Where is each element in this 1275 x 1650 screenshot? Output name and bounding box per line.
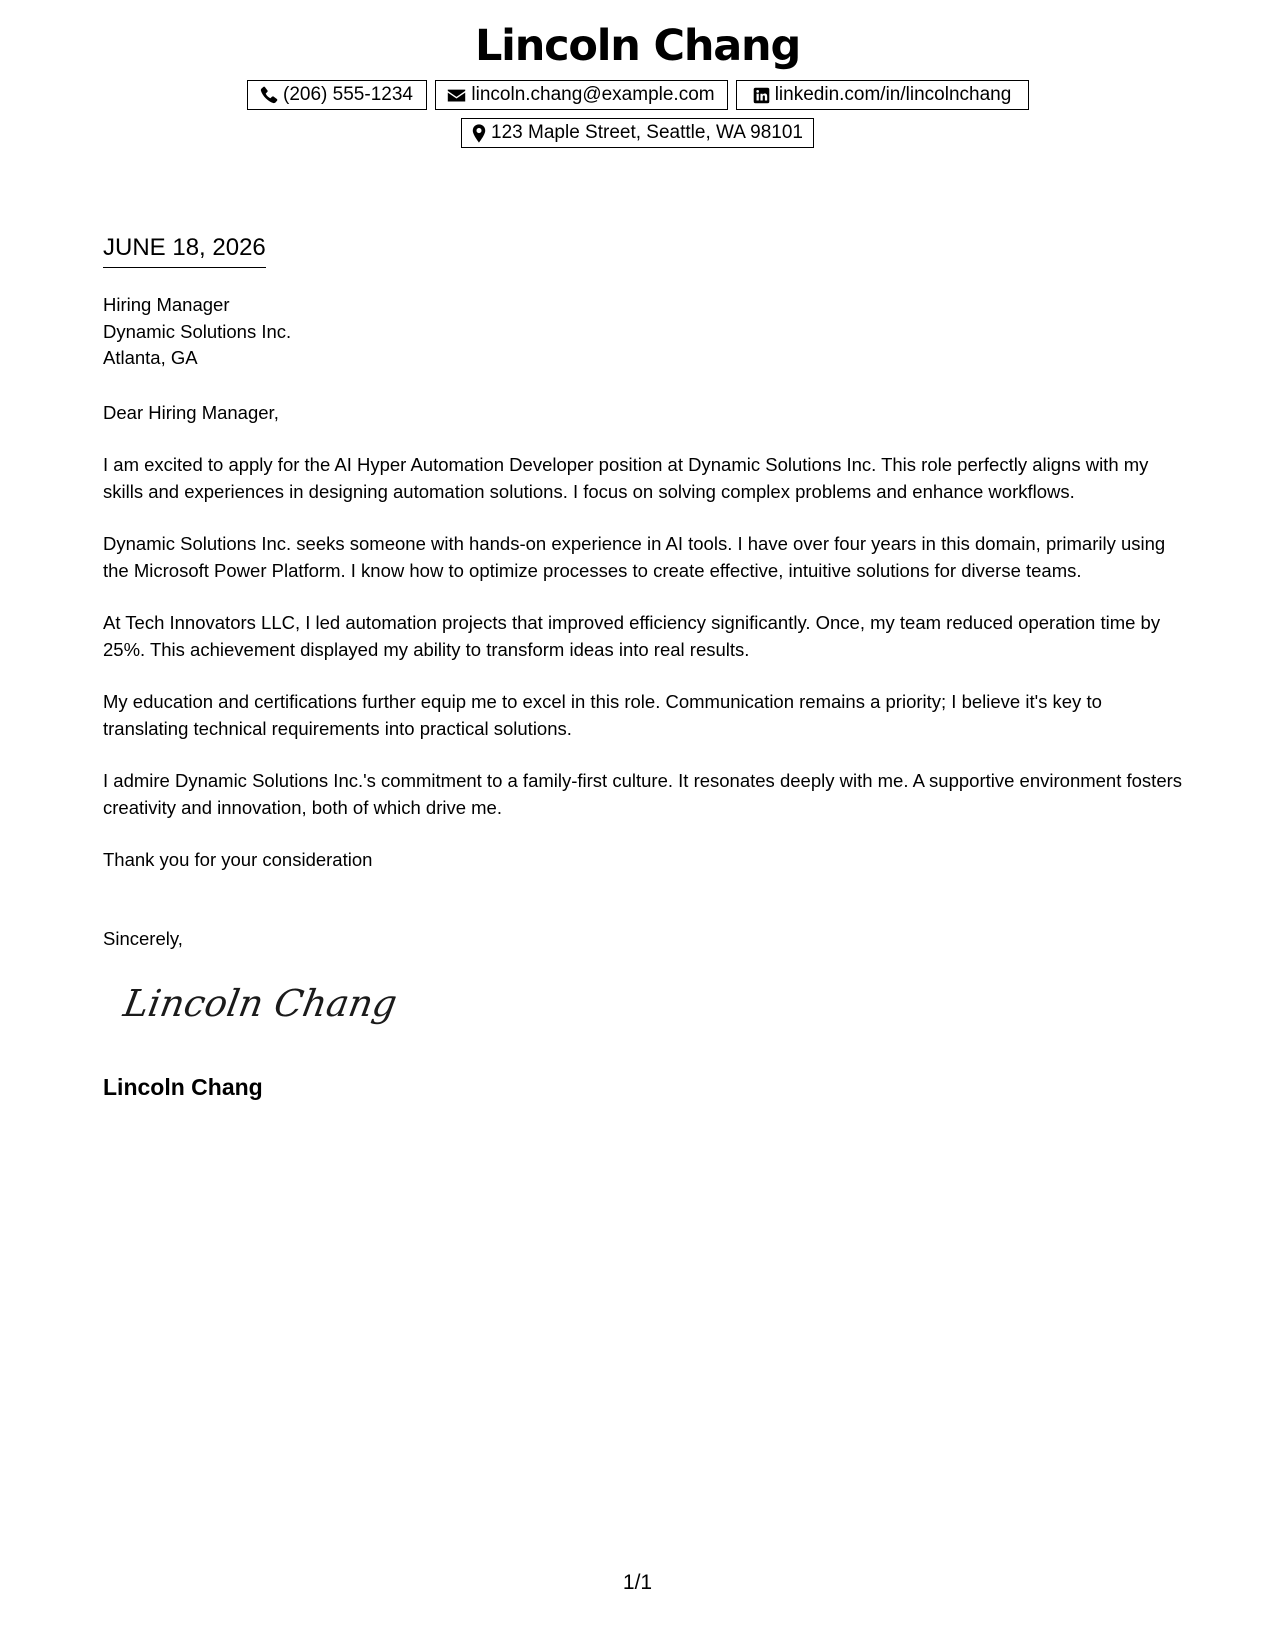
body-paragraph: My education and certifications further equip me to excel in this role. Communication remains a priority; I believe it's key to translating technical requirements into practical solutions. [103,691,1102,739]
phone-contact [247,80,427,110]
body-paragraph: I admire Dynamic Solutions Inc.'s commitment to a family-first culture. It resonates deeply with me. A supportive environment fosters creativity and innovation, both of which drive me. [103,770,1183,818]
letter-date: JUNE 18, 2026 [103,233,266,268]
body-paragraph: I am excited to apply for the AI Hyper Automation Developer position at Dynamic Solutions Inc. This role perfectly aligns with my skills and experiences in designing automation solutions. I focus on solving complex problems and enhance workflows. [103,454,1149,502]
address-contact [461,118,814,148]
map-marker-icon [472,124,486,143]
recipient-title: Hiring Manager [103,294,230,315]
linkedin-text[interactable]: linkedin.com/in/lincolnchang [774,84,1012,105]
phone-icon [260,86,278,104]
closing: Sincerely, [103,928,183,949]
thanks-line: Thank you for your consideration [103,849,373,870]
envelope-icon [447,88,466,103]
email-text: lincoln.chang@example.com [471,84,715,105]
recipient-block [103,292,291,372]
body-paragraph: At Tech Innovators LLC, I led automation projects that improved efficiency significantly. Once, my team reduced operation time by 25%. This achievement displayed my ability to transform ideas into real results. [103,612,1161,660]
signature-script: Lincoln Chang [120,981,401,1025]
phone-text: (206) 555-1234 [283,84,413,105]
recipient-location: Atlanta, GA [103,347,198,368]
salutation: Dear Hiring Manager, [103,402,279,423]
email-contact [435,80,728,110]
address-text: 123 Maple Street, Seattle, WA 98101 [491,122,803,143]
handwritten-signature [120,981,401,1032]
page-number: 1/1 [622,1571,653,1594]
signer-name: Lincoln Chang [103,1074,263,1100]
applicant-name-heading: Lincoln Chang [474,21,801,71]
linkedin-icon [753,87,770,104]
address-row [0,118,1275,148]
linkedin-contact [736,80,1029,110]
body-paragraph: Dynamic Solutions Inc. seeks someone with hands-on experience in AI tools. I have over four years in this domain, primarily using the Microsoft Power Platform. I know how to optimize processes to create effective, intuitive solutions for diverse teams. [103,533,1166,581]
contact-row [0,80,1275,110]
recipient-company: Dynamic Solutions Inc. [103,320,292,342]
